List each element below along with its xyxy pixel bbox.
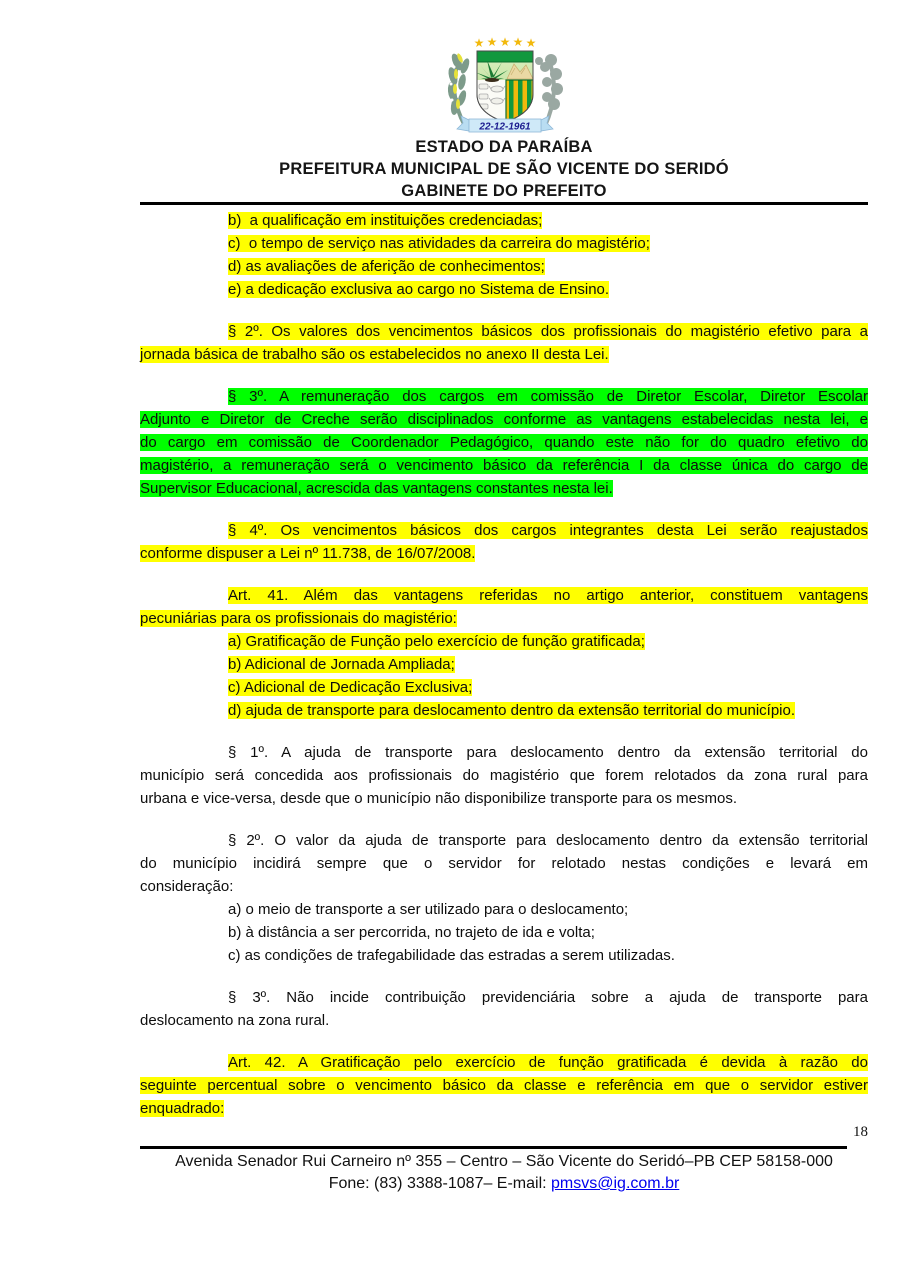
- list-item: c) as condições de trafegabilidade das estradas a serem utilizadas.: [228, 947, 675, 964]
- paragraph-3: [140, 385, 868, 500]
- paragraph-2b: [140, 829, 868, 967]
- shield-icon: [475, 46, 533, 122]
- letterhead-state: ESTADO DA PARAÍBA: [415, 138, 593, 156]
- paragraph-4: [140, 519, 868, 565]
- text-line: § 2º. O valor da ajuda de transporte para deslocamento dentro da extensão territorial: [228, 832, 868, 849]
- text-line: magistério, a remuneração será o vencimento básico da referência I da classe única do cargo de: [140, 457, 868, 474]
- coat-of-arms-icon: [427, 34, 583, 136]
- article-41: [140, 584, 868, 722]
- footer: [140, 1151, 868, 1195]
- text-line: § 3º. A remuneração dos cargos em comissão de Diretor Escolar, Diretor Escolar: [228, 388, 868, 405]
- svg-text:★: ★: [473, 36, 485, 50]
- footer-address: Avenida Senador Rui Carneiro nº 355 – Centro – São Vicente do Seridó–PB CEP 58158-000: [175, 1153, 833, 1170]
- text-line: Adjunto e Diretor de Creche serão disciplinados conforme as vantagens estabelecidas nesta lei, e: [140, 411, 868, 428]
- text-line: deslocamento na zona rural.: [140, 1012, 330, 1029]
- right-branch-icon: [535, 54, 563, 126]
- list-item: a) o meio de transporte a ser utilizado para o deslocamento;: [228, 901, 629, 918]
- text-line: município será concedida aos profissionais do magistério que forem relotados da zona rural para: [140, 767, 868, 784]
- list-item: b) à distância a ser percorrida, no trajeto de ida e volta;: [228, 924, 595, 941]
- text-line: § 4º. Os vencimentos básicos dos cargos integrantes desta Lei serão reajustados: [228, 522, 868, 539]
- paragraph-3b: [140, 986, 868, 1032]
- letterhead-municipality: PREFEITURA MUNICIPAL DE SÃO VICENTE DO SERIDÓ: [279, 160, 729, 178]
- list-item: c) Adicional de Dedicação Exclusiva;: [228, 679, 473, 696]
- svg-text:★: ★: [525, 36, 537, 50]
- text-line: § 3º. Não incide contribuição previdenciária sobre a ajuda de transporte para: [228, 989, 868, 1006]
- text-line: jornada básica de trabalho são os estabelecidos no anexo II desta Lei.: [140, 346, 609, 363]
- email-link[interactable]: pmsvs@ig.com.br: [551, 1175, 680, 1192]
- text-line: seguinte percentual sobre o vencimento básico da classe e referência em que o servidor estiver: [140, 1077, 868, 1094]
- text-line: Art. 42. A Gratificação pelo exercício de função gratificada é devida à razão do: [228, 1054, 868, 1071]
- text-line: do município incidirá sempre que o servidor for relotado nestas condições e levará em: [140, 855, 868, 872]
- text-line: consideração:: [140, 878, 234, 895]
- paragraph-1b: [140, 741, 868, 810]
- page-number: 18: [853, 1124, 868, 1140]
- paragraph-2: [140, 320, 868, 366]
- text-line: conforme dispuser a Lei nº 11.738, de 16/07/2008.: [140, 545, 476, 562]
- text-line: § 2º. Os valores dos vencimentos básicos dos profissionais do magistério efetivo para a: [228, 323, 868, 340]
- text-line: pecuniárias para os profissionais do magistério:: [140, 610, 457, 627]
- list-item: b) a qualificação em instituições credenciadas;: [228, 212, 543, 229]
- svg-text:★: ★: [512, 35, 524, 49]
- left-branch-icon: [447, 52, 471, 126]
- text-line: enquadrado:: [140, 1100, 225, 1117]
- letterhead: [140, 136, 868, 202]
- list-item: d) as avaliações de aferição de conhecimentos;: [228, 258, 545, 275]
- list-item: c) o tempo de serviço nas atividades da carreira do magistério;: [228, 235, 650, 252]
- text-line: § 1º. A ajuda de transporte para deslocamento dentro da extensão territorial do: [228, 744, 868, 761]
- text-line: Art. 41. Além das vantagens referidas no artigo anterior, constituem vantagens: [228, 587, 868, 604]
- stars-icon: [474, 35, 537, 50]
- municipal-coat-of-arms: [427, 34, 583, 136]
- list-item: d) ajuda de transporte para deslocamento dentro da extensão territorial do município.: [228, 702, 796, 719]
- text-line: urbana e vice-versa, desde que o município não disponibilize transporte para os mesmos.: [140, 790, 737, 807]
- document-body: [140, 209, 868, 1139]
- text-line: do cargo em comissão de Coordenador Pedagógico, quando este não for do quadro efetivo do: [140, 434, 868, 451]
- footer-divider: [140, 1146, 847, 1149]
- footer-contact: Fone: (83) 3388-1087– E-mail: pmsvs@ig.com.br: [328, 1175, 680, 1192]
- qualification-list: [140, 209, 868, 301]
- header-divider: [140, 202, 868, 205]
- list-item: b) Adicional de Jornada Ampliada;: [228, 656, 455, 673]
- ribbon-date: 22-12-1961: [479, 121, 531, 133]
- list-item: a) Gratificação de Função pelo exercício de função gratificada;: [228, 633, 645, 650]
- list-item: e) a dedicação exclusiva ao cargo no Sistema de Ensino.: [228, 281, 610, 298]
- svg-text:★: ★: [486, 35, 498, 49]
- article-42: [140, 1051, 868, 1120]
- text-line: Supervisor Educacional, acrescida das vantagens constantes nesta lei.: [140, 480, 613, 497]
- letterhead-office: GABINETE DO PREFEITO: [401, 182, 607, 200]
- svg-text:★: ★: [499, 35, 511, 49]
